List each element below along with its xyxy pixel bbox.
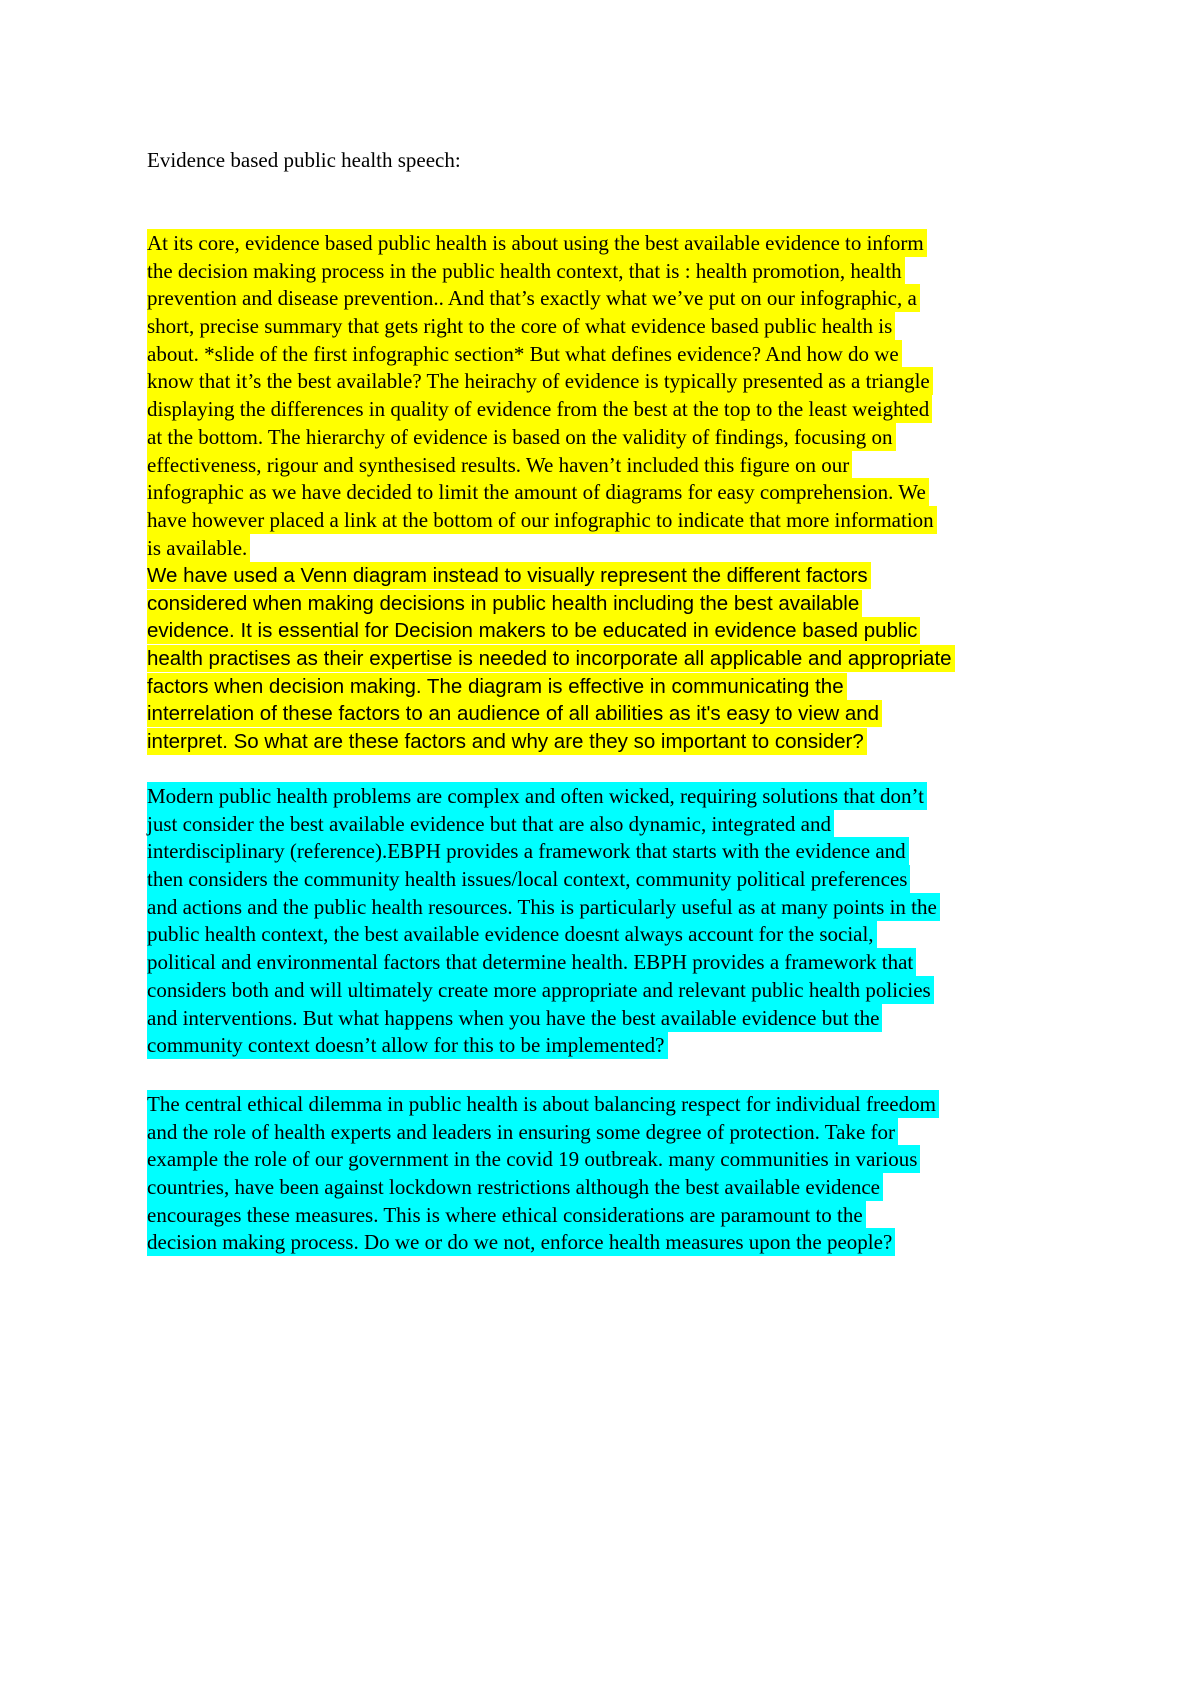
highlighted-text: prevention and disease prevention.. And that’s exactly what we’ve put on our infographic, a	[147, 284, 920, 312]
text-line	[147, 977, 940, 1005]
text-line	[147, 673, 955, 701]
highlighted-text: about. *slide of the first infographic section* But what defines evidence? And how do we	[147, 340, 902, 368]
highlighted-text: effectiveness, rigour and synthesised results. We haven’t included this figure on our	[147, 451, 852, 479]
text-line	[147, 479, 937, 507]
highlighted-text: factors when decision making. The diagram is effective in communicating the	[147, 673, 847, 700]
highlighted-text: The central ethical dilemma in public health is about balancing respect for individual freedom	[147, 1090, 939, 1118]
highlighted-text: public health context, the best available evidence doesnt always account for the social,	[147, 920, 877, 948]
highlighted-text: displaying the differences in quality of evidence from the best at the top to the least weighted	[147, 395, 932, 423]
text-line	[147, 783, 940, 811]
paragraph-venn-diagram	[147, 562, 955, 756]
highlighted-text: have however placed a link at the bottom of our infographic to indicate that more information	[147, 506, 937, 534]
highlighted-text: interdisciplinary (reference).EBPH provides a framework that starts with the evidence and	[147, 837, 909, 865]
highlighted-text: considered when making decisions in public health including the best available	[147, 590, 862, 617]
text-line	[147, 1005, 940, 1033]
text-line	[147, 949, 940, 977]
highlighted-text: just consider the best available evidence but that are also dynamic, integrated and	[147, 810, 834, 838]
text-line	[147, 1146, 939, 1174]
highlighted-text: community context doesn’t allow for this to be implemented?	[147, 1031, 668, 1059]
text-line	[147, 396, 937, 424]
highlighted-text: and interventions. But what happens when you have the best available evidence but the	[147, 1004, 882, 1032]
text-line	[147, 590, 955, 618]
highlighted-text: considers both and will ultimately create more appropriate and relevant public health policies	[147, 976, 934, 1004]
text-line	[147, 507, 937, 535]
highlighted-text: evidence. It is essential for Decision makers to be educated in evidence based public	[147, 617, 920, 644]
highlighted-text: At its core, evidence based public health is about using the best available evidence to inform	[147, 229, 927, 257]
highlighted-text: then considers the community health issues/local context, community political preferences	[147, 865, 910, 893]
text-line	[147, 728, 955, 756]
text-line	[147, 1119, 939, 1147]
highlighted-text: decision making process. Do we or do we not, enforce health measures upon the people?	[147, 1228, 895, 1256]
text-line	[147, 700, 955, 728]
text-line	[147, 424, 937, 452]
text-line	[147, 645, 955, 673]
text-line	[147, 1174, 939, 1202]
highlighted-text: interrelation of these factors to an audience of all abilities as it's easy to view and	[147, 700, 882, 727]
highlighted-text: know that it’s the best available? The heirachy of evidence is typically presented as a triangle	[147, 367, 933, 395]
text-line	[147, 1202, 939, 1230]
highlighted-text: the decision making process in the public health context, that is : health promotion, health	[147, 257, 905, 285]
text-line	[147, 285, 937, 313]
text-line	[147, 230, 937, 258]
highlighted-text: and actions and the public health resources. This is particularly useful as at many points in the	[147, 893, 940, 921]
highlighted-text: and the role of health experts and leaders in ensuring some degree of protection. Take for	[147, 1118, 898, 1146]
highlighted-text: encourages these measures. This is where ethical considerations are paramount to the	[147, 1201, 866, 1229]
text-line	[147, 313, 937, 341]
text-line	[147, 341, 937, 369]
highlighted-text: at the bottom. The hierarchy of evidence is based on the validity of findings, focusing on	[147, 423, 896, 451]
text-line	[147, 894, 940, 922]
paragraph-public-health-problems	[147, 783, 940, 1060]
highlighted-text: political and environmental factors that determine health. EBPH provides a framework that	[147, 948, 916, 976]
text-line	[147, 921, 940, 949]
highlighted-text: short, precise summary that gets right to the core of what evidence based public health is	[147, 312, 895, 340]
highlighted-text: Modern public health problems are complex and often wicked, requiring solutions that don’t	[147, 782, 927, 810]
highlighted-text: countries, have been against lockdown restrictions although the best available evidence	[147, 1173, 883, 1201]
document-title: Evidence based public health speech:	[147, 148, 461, 172]
text-line	[147, 1229, 939, 1257]
highlighted-text: health practises as their expertise is needed to incorporate all applicable and appropriate	[147, 645, 955, 672]
text-line	[147, 811, 940, 839]
paragraph-evidence-intro	[147, 230, 937, 562]
text-line	[147, 1091, 939, 1119]
highlighted-text: is available.	[147, 534, 250, 562]
text-line	[147, 866, 940, 894]
highlighted-text: infographic as we have decided to limit the amount of diagrams for easy comprehension. We	[147, 478, 929, 506]
text-line	[147, 258, 937, 286]
text-line	[147, 1032, 940, 1060]
highlighted-text: interpret. So what are these factors and why are they so important to consider?	[147, 728, 867, 755]
highlighted-text: We have used a Venn diagram instead to visually represent the different factors	[147, 562, 871, 589]
paragraph-ethical-dilemma	[147, 1091, 939, 1257]
text-line	[147, 562, 955, 590]
text-line	[147, 535, 937, 563]
text-line	[147, 838, 940, 866]
text-line	[147, 452, 937, 480]
text-line	[147, 368, 937, 396]
text-line	[147, 617, 955, 645]
highlighted-text: example the role of our government in the covid 19 outbreak. many communities in various	[147, 1145, 920, 1173]
